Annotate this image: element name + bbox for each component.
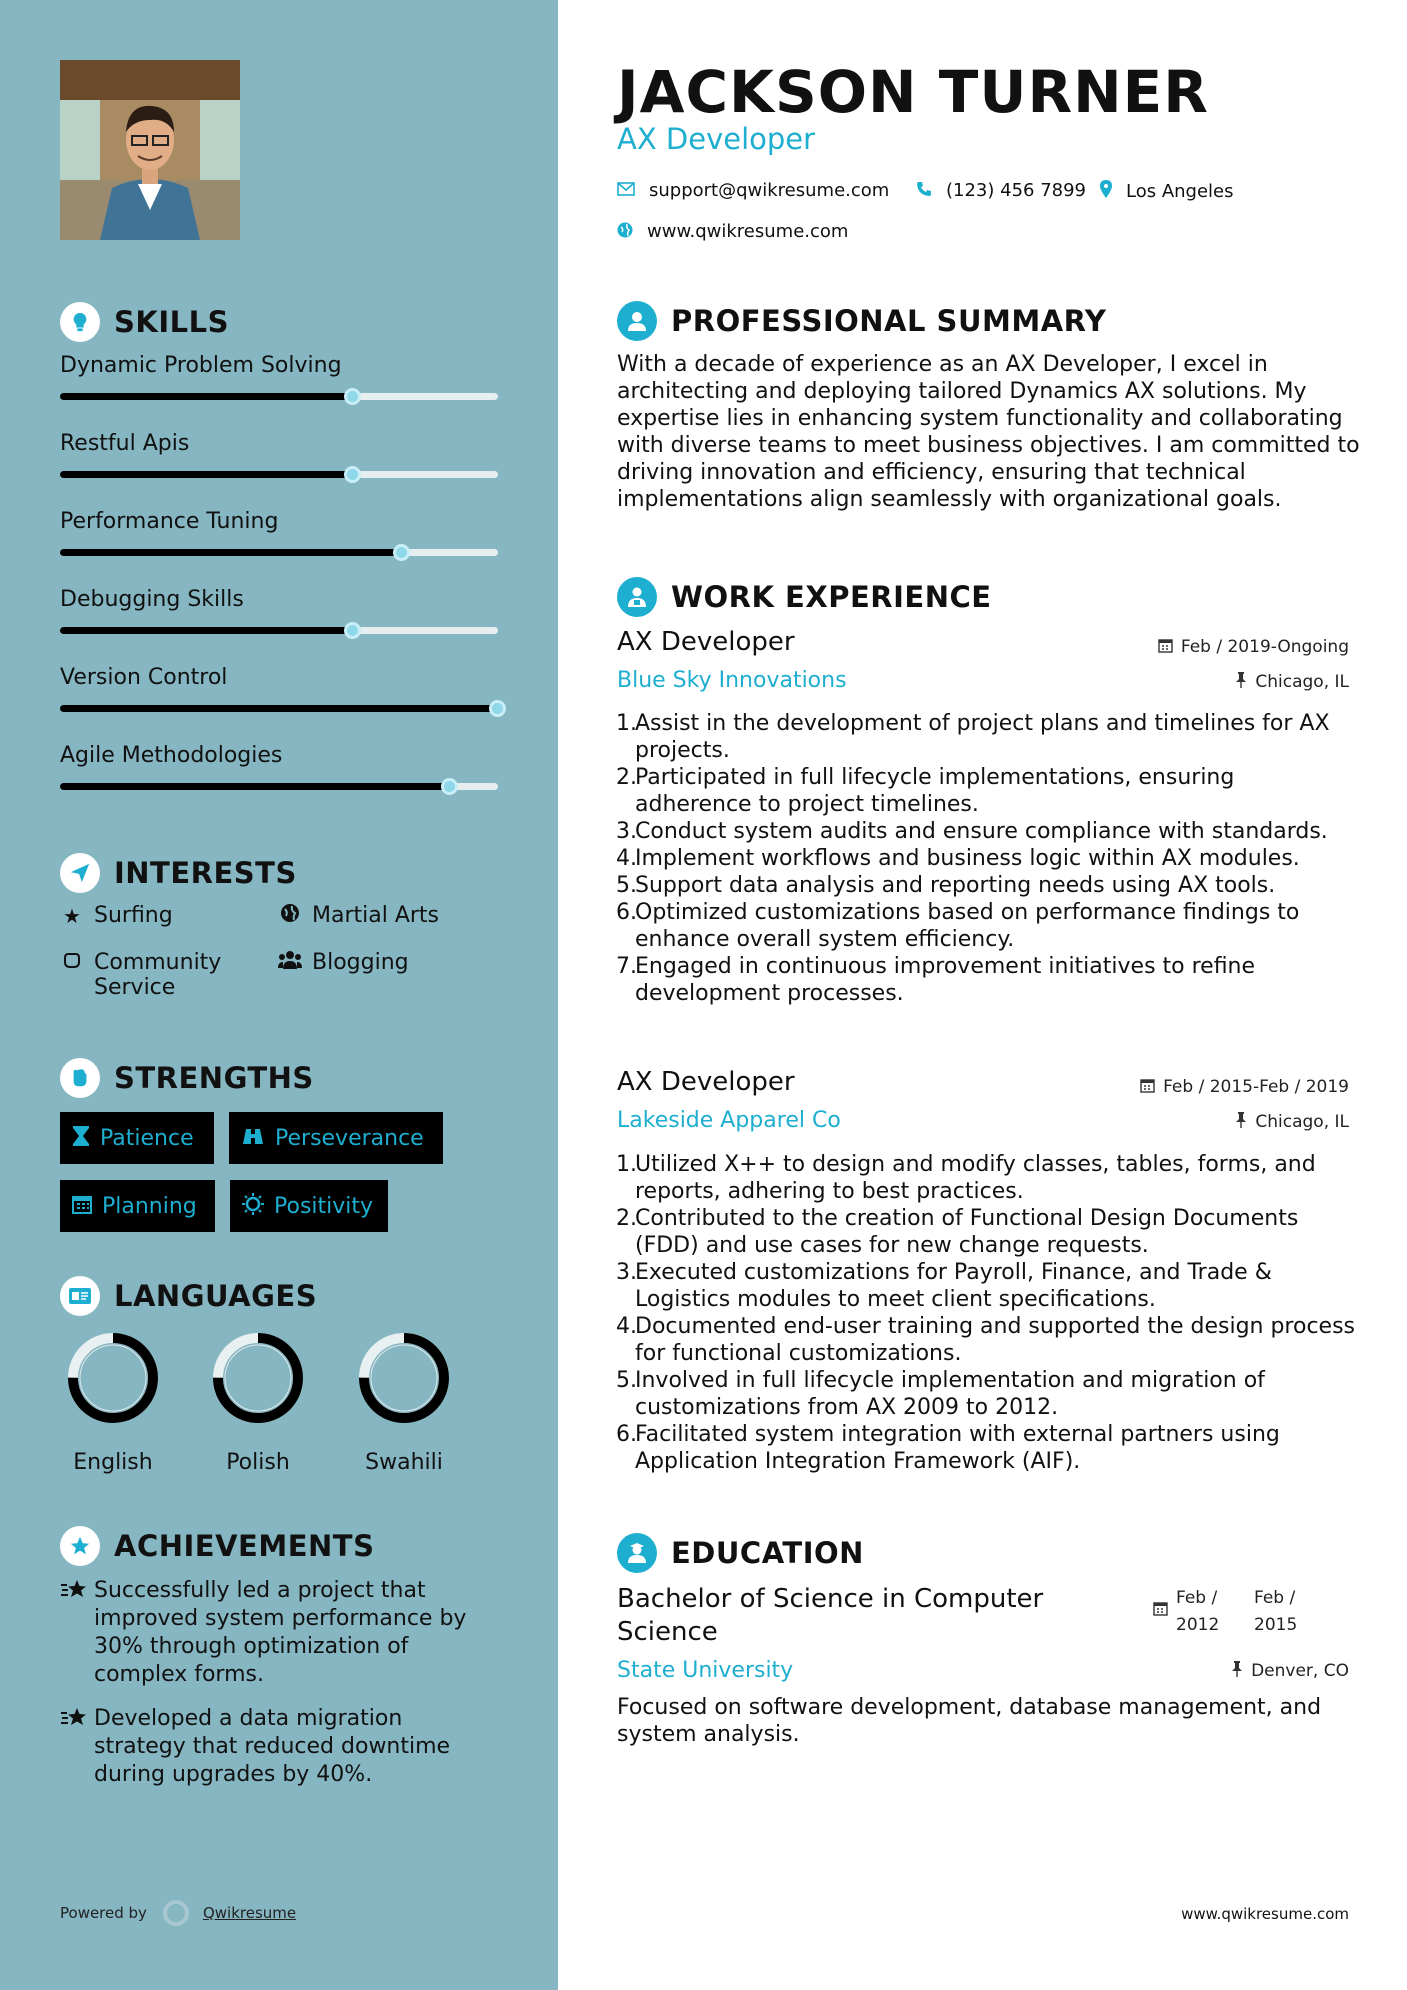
strength-label: Positivity xyxy=(274,1193,374,1219)
binoculars-icon xyxy=(241,1126,265,1151)
strengths-title: STRENGTHS xyxy=(114,1061,314,1095)
skills-title: SKILLS xyxy=(114,305,229,339)
education-title: EDUCATION xyxy=(671,1536,864,1570)
profile-photo xyxy=(60,60,240,240)
duty-text: Facilitated system integration with external partners using Application Integration Framework (AIF). xyxy=(635,1422,1280,1474)
contact-location xyxy=(1100,180,1234,202)
achievements-title: ACHIEVEMENTS xyxy=(114,1529,375,1563)
skill-item xyxy=(60,665,498,690)
duty-number: 4. xyxy=(616,1314,637,1339)
language-label: Polish xyxy=(226,1450,290,1475)
duty-number: 4. xyxy=(616,846,637,871)
globe-icon xyxy=(617,222,633,242)
hourglass-icon xyxy=(72,1125,90,1152)
duty-text: Participated in full lifecycle implementations, ensuring adherence to project timelines. xyxy=(635,765,1235,817)
duty-item xyxy=(616,872,1357,899)
language-item xyxy=(349,1330,459,1475)
duty-item xyxy=(616,1367,1357,1421)
education-start: Feb / 2012 xyxy=(1176,1588,1220,1635)
skill-label: Version Control xyxy=(60,665,228,690)
skill-bar-fill xyxy=(60,393,353,400)
skill-label: Dynamic Problem Solving xyxy=(60,353,342,378)
duty-text: Implement workflows and business logic within AX modules. xyxy=(635,846,1300,871)
summary-title: PROFESSIONAL SUMMARY xyxy=(671,304,1107,338)
job-duties xyxy=(617,1151,1357,1475)
skills-header xyxy=(60,302,229,342)
duty-text: Conduct system audits and ensure compliance with standards. xyxy=(635,819,1328,844)
school-name: State University xyxy=(617,1658,794,1683)
duty-text: Support data analysis and reporting needs using AX tools. xyxy=(635,873,1276,898)
duty-text: Executed customizations for Payroll, Finance, and Trade & Logistics modules to meet client specifications. xyxy=(635,1260,1272,1312)
map-pin-icon xyxy=(1100,180,1112,202)
skill-bar-fill xyxy=(60,627,353,634)
skill-item xyxy=(60,431,498,456)
summary-text: With a decade of experience as an AX Developer, I excel in architecting and deploying tailored Dynamics AX solutions. My expertise lies in enhancing system functionality and collaborating with diverse teams to meet business objectives. I am committed to driving innovation and efficiency, ensuring that technical implementations align seamlessly with organizational goals. xyxy=(617,352,1360,512)
skill-bar xyxy=(60,471,498,478)
duty-number: 3. xyxy=(616,1260,637,1285)
interest-label: Martial Arts xyxy=(312,903,440,928)
duty-text: Engaged in continuous improvement initiatives to refine development processes. xyxy=(635,954,1256,1006)
education-location xyxy=(1231,1661,1349,1681)
language-label: English xyxy=(73,1450,153,1475)
skill-item xyxy=(60,509,498,534)
star-badge-icon xyxy=(60,1526,100,1566)
strengths-header xyxy=(60,1058,314,1098)
skill-label: Agile Methodologies xyxy=(60,743,283,768)
experience-header xyxy=(617,577,992,617)
language-gauge xyxy=(210,1330,306,1426)
skill-bar-knob xyxy=(344,466,361,483)
job-company: Blue Sky Innovations xyxy=(617,668,847,693)
job-title: AX Developer xyxy=(617,1067,795,1097)
interests-header xyxy=(60,853,297,893)
contact-email[interactable] xyxy=(617,180,889,201)
duty-text: Documented end-user training and supported the design process for functional customizations. xyxy=(635,1314,1356,1366)
qwikresume-logo-icon xyxy=(163,1900,189,1926)
strength-chip xyxy=(60,1180,215,1232)
strength-chip xyxy=(230,1180,388,1232)
interest-label: Surfing xyxy=(94,903,173,928)
job-location-text: Chicago, IL xyxy=(1255,672,1349,692)
skill-bar-fill xyxy=(60,783,450,790)
skill-label: Debugging Skills xyxy=(60,587,244,612)
languages-header xyxy=(60,1276,317,1316)
calendar-icon xyxy=(1158,638,1173,657)
candidate-role: AX Developer xyxy=(617,122,816,156)
education-text: Focused on software development, database management, and system analysis. xyxy=(617,1695,1322,1747)
skill-bar-knob xyxy=(344,388,361,405)
strength-label: Patience xyxy=(100,1125,194,1151)
language-label: Swahili xyxy=(365,1450,443,1475)
users-icon xyxy=(278,950,302,976)
lightbulb-icon xyxy=(60,302,100,342)
job-dates xyxy=(1140,1077,1349,1097)
skill-bar-knob xyxy=(489,700,506,717)
shooting-star-icon xyxy=(60,1577,94,1689)
duty-number: 7. xyxy=(616,954,637,979)
skill-bar xyxy=(60,627,498,634)
achievement-text: Successfully led a project that improved system performance by 30% through optimization of complex forms. xyxy=(94,1578,467,1687)
duty-number: 1. xyxy=(616,1152,637,1177)
contact-website[interactable] xyxy=(617,221,848,242)
education-end: Feb / 2015 xyxy=(1254,1588,1298,1635)
duty-item xyxy=(616,1151,1357,1205)
id-card-icon xyxy=(60,1276,100,1316)
globe-icon xyxy=(278,903,302,929)
duty-item xyxy=(616,1421,1357,1475)
achievements-header xyxy=(60,1526,374,1566)
interest-item xyxy=(278,950,409,976)
duty-item xyxy=(616,1259,1357,1313)
footer-url[interactable]: www.qwikresume.com xyxy=(1181,1905,1349,1923)
duty-text: Utilized X++ to design and modify classes, tables, forms, and reports, adhering to best practices. xyxy=(635,1152,1316,1204)
duty-item xyxy=(616,818,1357,845)
experience-title: WORK EXPERIENCE xyxy=(671,580,992,614)
languages-title: LANGUAGES xyxy=(114,1279,318,1313)
calendar-icon xyxy=(1140,1078,1155,1097)
paper-plane-icon xyxy=(60,853,100,893)
duty-number: 3. xyxy=(616,819,637,844)
contact-phone[interactable] xyxy=(916,180,1086,201)
duty-number: 5. xyxy=(616,873,637,898)
skill-bar-knob xyxy=(441,778,458,795)
interest-label: Blogging xyxy=(312,950,409,975)
duty-item xyxy=(616,953,1357,1007)
job-location-text: Chicago, IL xyxy=(1255,1112,1349,1132)
duty-number: 2. xyxy=(616,765,637,790)
duty-item xyxy=(616,899,1357,953)
envelope-icon xyxy=(617,181,635,200)
interest-item xyxy=(60,903,173,929)
duty-item xyxy=(616,710,1357,764)
skill-item xyxy=(60,353,498,378)
achievement-item xyxy=(60,1577,500,1689)
strength-chip xyxy=(60,1112,214,1164)
skill-bar xyxy=(60,549,498,556)
job-dates xyxy=(1158,637,1349,657)
sun-icon xyxy=(242,1193,264,1220)
interests-title: INTERESTS xyxy=(114,856,297,890)
interest-label: Community Service xyxy=(94,950,222,1000)
achievement-item xyxy=(60,1705,500,1789)
phone-text[interactable]: (123) 456 7899 xyxy=(946,180,1087,201)
skill-bar-fill xyxy=(60,471,353,478)
duty-item xyxy=(616,1205,1357,1259)
interest-item xyxy=(278,903,439,929)
skill-bar xyxy=(60,393,498,400)
phone-icon xyxy=(916,181,932,201)
skill-label: Performance Tuning xyxy=(60,509,279,534)
briefcase-user-icon xyxy=(617,577,657,617)
skill-bar-fill xyxy=(60,705,498,712)
language-item xyxy=(203,1330,313,1475)
location-text: Los Angeles xyxy=(1126,180,1234,202)
interest-item xyxy=(60,950,260,1000)
pushpin-icon xyxy=(1231,1661,1243,1681)
duty-item xyxy=(616,845,1357,872)
duty-number: 5. xyxy=(616,1368,637,1393)
education-location-text: Denver, CO xyxy=(1251,1661,1349,1681)
powered-by xyxy=(60,1900,296,1926)
skill-item xyxy=(60,743,498,768)
qwikresume-link[interactable]: Qwikresume xyxy=(202,1904,297,1922)
pushpin-icon xyxy=(1235,672,1247,692)
job-dates-text: Feb / 2019-Ongoing xyxy=(1180,637,1349,657)
job-dates-text: Feb / 2015-Feb / 2019 xyxy=(1163,1077,1349,1097)
duty-number: 2. xyxy=(616,1206,637,1231)
education-dates xyxy=(1153,1585,1318,1639)
language-gauge xyxy=(65,1330,161,1426)
duty-text: Assist in the development of project plans and timelines for AX projects. xyxy=(635,711,1330,763)
job-location xyxy=(1235,672,1349,692)
duty-item xyxy=(616,1313,1357,1367)
skill-bar-fill xyxy=(60,549,402,556)
duty-text: Contributed to the creation of Functional Design Documents (FDD) and use cases for new change requests. xyxy=(635,1206,1299,1258)
strength-label: Planning xyxy=(102,1193,197,1219)
powered-by-label: Powered by xyxy=(60,1904,147,1922)
job-company: Lakeside Apparel Co xyxy=(617,1108,841,1133)
sidebar xyxy=(0,0,558,1990)
shooting-star-icon xyxy=(60,1705,94,1789)
duty-number: 1. xyxy=(616,711,637,736)
job-duties xyxy=(617,710,1357,1007)
pushpin-icon xyxy=(1235,1112,1247,1132)
degree-title: Bachelor of Science in Computer Science xyxy=(617,1584,1044,1647)
candidate-name: JACKSON TURNER xyxy=(617,58,1209,126)
duty-number: 6. xyxy=(616,1422,637,1447)
hand-icon xyxy=(60,950,84,976)
skill-bar xyxy=(60,705,498,712)
duty-number: 6. xyxy=(616,900,637,925)
summary-header xyxy=(617,301,1106,341)
graduate-icon xyxy=(617,1533,657,1573)
star-icon: ★ xyxy=(63,904,81,928)
duty-item xyxy=(616,764,1357,818)
job-location xyxy=(1235,1112,1349,1132)
email-text[interactable]: support@qwikresume.com xyxy=(649,180,890,201)
job-title: AX Developer xyxy=(617,627,795,657)
calendar-icon xyxy=(1153,1601,1168,1620)
education-header xyxy=(617,1533,864,1573)
language-gauge xyxy=(356,1330,452,1426)
fist-icon xyxy=(60,1058,100,1098)
skill-bar xyxy=(60,783,498,790)
skill-item xyxy=(60,587,498,612)
user-icon xyxy=(617,301,657,341)
website-text[interactable]: www.qwikresume.com xyxy=(647,221,849,242)
calendar-icon xyxy=(72,1194,92,1219)
skill-bar-knob xyxy=(344,622,361,639)
language-item xyxy=(58,1330,168,1475)
skill-bar-knob xyxy=(393,544,410,561)
duty-text: Involved in full lifecycle implementation and migration of customizations from AX 2009 to 2012. xyxy=(635,1368,1265,1420)
duty-text: Optimized customizations based on performance findings to enhance overall system efficiency. xyxy=(635,900,1300,952)
strength-label: Perseverance xyxy=(275,1125,424,1151)
achievement-text: Developed a data migration strategy that reduced downtime during upgrades by 40%. xyxy=(94,1706,451,1787)
strength-chip xyxy=(229,1112,443,1164)
skill-label: Restful Apis xyxy=(60,431,190,456)
